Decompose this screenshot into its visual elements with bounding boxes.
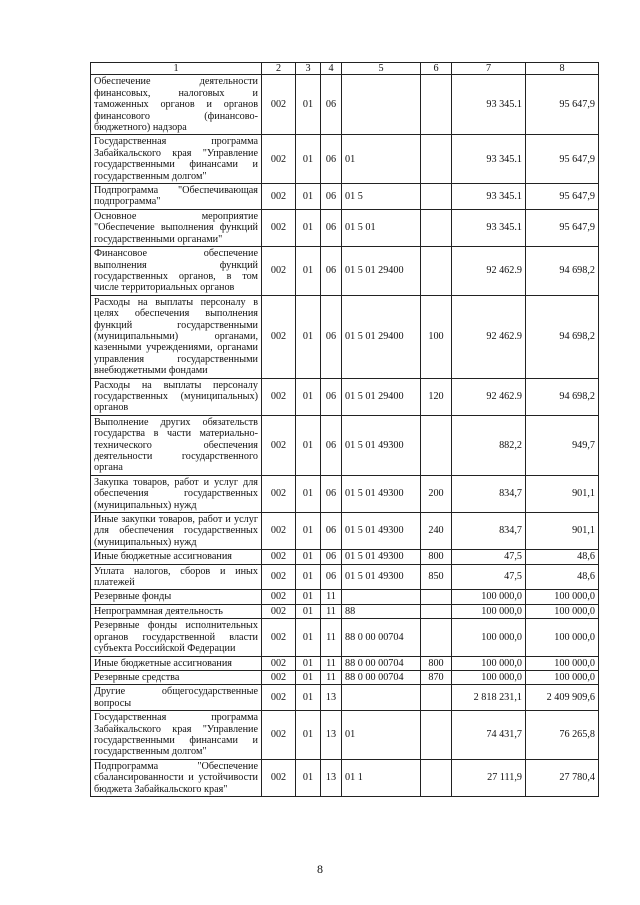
row-value-cell: 240 bbox=[421, 513, 452, 550]
row-value-cell: 01 bbox=[296, 685, 321, 711]
table-row bbox=[91, 75, 599, 135]
table-row bbox=[91, 590, 599, 604]
row-name-cell: Основное мероприятие "Обеспечение выполнения функций государственными органами" bbox=[91, 209, 262, 246]
row-value-cell: 834,7 bbox=[452, 513, 526, 550]
row-value-cell: 92 462.9 bbox=[452, 295, 526, 378]
row-name-cell: Иные закупки товаров, работ и услуг для обеспечения государственных (муниципальных) нужд bbox=[91, 513, 262, 550]
row-value-cell: 100 000,0 bbox=[526, 590, 599, 604]
row-value-cell: 002 bbox=[262, 184, 296, 210]
row-value-cell: 06 bbox=[321, 513, 342, 550]
table-row bbox=[91, 247, 599, 296]
row-value-cell: 002 bbox=[262, 378, 296, 415]
row-value-cell: 2 818 231,1 bbox=[452, 685, 526, 711]
row-value-cell: 002 bbox=[262, 656, 296, 670]
table-row bbox=[91, 184, 599, 210]
row-value-cell: 002 bbox=[262, 75, 296, 135]
header-cell: 7 bbox=[452, 63, 526, 75]
table-row bbox=[91, 670, 599, 684]
header-cell: 8 bbox=[526, 63, 599, 75]
row-value-cell bbox=[421, 590, 452, 604]
row-value-cell: 100 000,0 bbox=[452, 619, 526, 656]
row-value-cell: 01 bbox=[296, 75, 321, 135]
row-value-cell: 01 5 01 49300 bbox=[342, 550, 421, 564]
row-value-cell: 48,6 bbox=[526, 550, 599, 564]
row-value-cell: 100 000,0 bbox=[452, 604, 526, 618]
header-cell: 2 bbox=[262, 63, 296, 75]
row-value-cell: 06 bbox=[321, 415, 342, 475]
row-value-cell: 01 5 01 bbox=[342, 209, 421, 246]
row-value-cell: 100 000,0 bbox=[452, 670, 526, 684]
row-value-cell bbox=[421, 247, 452, 296]
row-value-cell: 06 bbox=[321, 135, 342, 184]
row-value-cell: 002 bbox=[262, 685, 296, 711]
row-value-cell: 11 bbox=[321, 656, 342, 670]
row-value-cell: 01 bbox=[296, 619, 321, 656]
row-value-cell: 002 bbox=[262, 564, 296, 590]
table-row bbox=[91, 135, 599, 184]
table-row bbox=[91, 656, 599, 670]
row-name-cell: Государственная программа Забайкальского края "Управление государственными финансами и государственным долгом" bbox=[91, 711, 262, 760]
row-value-cell: 01 1 bbox=[342, 759, 421, 796]
row-value-cell: 95 647,9 bbox=[526, 75, 599, 135]
row-name-cell: Выполнение других обязательств государства в части материально-технического обеспечения деятельности государственного органа bbox=[91, 415, 262, 475]
header-cell: 3 bbox=[296, 63, 321, 75]
table-row bbox=[91, 475, 599, 512]
row-value-cell: 47,5 bbox=[452, 550, 526, 564]
row-value-cell: 88 bbox=[342, 604, 421, 618]
row-value-cell: 95 647,9 bbox=[526, 184, 599, 210]
row-value-cell: 100 bbox=[421, 295, 452, 378]
row-value-cell: 01 bbox=[296, 135, 321, 184]
row-value-cell: 100 000,0 bbox=[526, 604, 599, 618]
row-value-cell: 2 409 909,6 bbox=[526, 685, 599, 711]
row-value-cell: 01 bbox=[342, 135, 421, 184]
row-value-cell: 01 bbox=[342, 711, 421, 760]
table-row bbox=[91, 604, 599, 618]
table-row bbox=[91, 295, 599, 378]
row-value-cell: 27 780,4 bbox=[526, 759, 599, 796]
row-value-cell: 01 5 01 29400 bbox=[342, 295, 421, 378]
row-value-cell bbox=[421, 184, 452, 210]
row-value-cell: 01 5 01 29400 bbox=[342, 378, 421, 415]
row-value-cell: 06 bbox=[321, 550, 342, 564]
row-value-cell: 01 5 bbox=[342, 184, 421, 210]
row-name-cell: Обеспечение деятельности финансовых, налоговых и таможенных органов и органов финансового (финансово-бюджетного) надзора bbox=[91, 75, 262, 135]
row-value-cell: 06 bbox=[321, 184, 342, 210]
row-value-cell: 01 5 01 49300 bbox=[342, 513, 421, 550]
row-value-cell: 901,1 bbox=[526, 513, 599, 550]
row-value-cell: 06 bbox=[321, 295, 342, 378]
row-value-cell: 800 bbox=[421, 656, 452, 670]
row-value-cell: 92 462.9 bbox=[452, 378, 526, 415]
row-value-cell: 95 647,9 bbox=[526, 135, 599, 184]
row-name-cell: Резервные фонды bbox=[91, 590, 262, 604]
row-value-cell: 13 bbox=[321, 685, 342, 711]
row-value-cell: 100 000,0 bbox=[526, 656, 599, 670]
row-value-cell: 002 bbox=[262, 711, 296, 760]
row-value-cell bbox=[421, 75, 452, 135]
row-value-cell: 47,5 bbox=[452, 564, 526, 590]
row-name-cell: Закупка товаров, работ и услуг для обеспечения государственных (муниципальных) нужд bbox=[91, 475, 262, 512]
row-value-cell: 01 5 01 49300 bbox=[342, 564, 421, 590]
row-value-cell: 06 bbox=[321, 75, 342, 135]
row-name-cell: Резервные фонды исполнительных органов государственной власти субъекта Российской Федерации bbox=[91, 619, 262, 656]
row-value-cell: 01 bbox=[296, 209, 321, 246]
table-row bbox=[91, 711, 599, 760]
row-value-cell bbox=[342, 685, 421, 711]
row-value-cell: 002 bbox=[262, 513, 296, 550]
row-value-cell: 74 431,7 bbox=[452, 711, 526, 760]
table-row bbox=[91, 209, 599, 246]
row-value-cell: 94 698,2 bbox=[526, 378, 599, 415]
row-value-cell: 06 bbox=[321, 475, 342, 512]
table-row bbox=[91, 513, 599, 550]
row-value-cell: 01 bbox=[296, 415, 321, 475]
row-value-cell: 93 345.1 bbox=[452, 75, 526, 135]
row-value-cell: 76 265,8 bbox=[526, 711, 599, 760]
row-value-cell: 11 bbox=[321, 670, 342, 684]
row-value-cell: 800 bbox=[421, 550, 452, 564]
row-name-cell: Расходы на выплаты персоналу в целях обеспечения выполнения функций государственными (муниципальными) органами, казенными учреждениями, органами управления государственными внебюджетными фондами bbox=[91, 295, 262, 378]
row-value-cell: 01 5 01 49300 bbox=[342, 475, 421, 512]
row-value-cell bbox=[421, 759, 452, 796]
row-value-cell bbox=[421, 619, 452, 656]
row-name-cell: Государственная программа Забайкальского края "Управление государственными финансами и государственным долгом" bbox=[91, 135, 262, 184]
row-name-cell: Резервные средства bbox=[91, 670, 262, 684]
row-value-cell: 120 bbox=[421, 378, 452, 415]
table-row bbox=[91, 378, 599, 415]
row-value-cell: 01 bbox=[296, 550, 321, 564]
table-row bbox=[91, 415, 599, 475]
row-value-cell: 01 bbox=[296, 711, 321, 760]
row-value-cell: 002 bbox=[262, 670, 296, 684]
row-value-cell: 11 bbox=[321, 604, 342, 618]
row-value-cell: 100 000,0 bbox=[526, 670, 599, 684]
row-value-cell: 01 bbox=[296, 247, 321, 296]
row-value-cell: 93 345.1 bbox=[452, 209, 526, 246]
table-row bbox=[91, 550, 599, 564]
row-value-cell: 06 bbox=[321, 378, 342, 415]
row-value-cell: 834,7 bbox=[452, 475, 526, 512]
row-value-cell bbox=[421, 135, 452, 184]
header-row bbox=[91, 63, 599, 75]
row-name-cell: Подпрограмма "Обеспечивающая подпрограмма" bbox=[91, 184, 262, 210]
row-value-cell: 11 bbox=[321, 590, 342, 604]
row-value-cell: 48,6 bbox=[526, 564, 599, 590]
row-value-cell: 002 bbox=[262, 619, 296, 656]
row-value-cell: 002 bbox=[262, 247, 296, 296]
row-value-cell: 95 647,9 bbox=[526, 209, 599, 246]
budget-table bbox=[90, 62, 599, 797]
row-value-cell: 100 000,0 bbox=[526, 619, 599, 656]
row-value-cell bbox=[421, 604, 452, 618]
row-value-cell: 002 bbox=[262, 759, 296, 796]
row-value-cell: 002 bbox=[262, 135, 296, 184]
row-name-cell: Другие общегосударственные вопросы bbox=[91, 685, 262, 711]
row-value-cell: 11 bbox=[321, 619, 342, 656]
row-value-cell: 949,7 bbox=[526, 415, 599, 475]
row-value-cell: 002 bbox=[262, 415, 296, 475]
row-value-cell: 01 bbox=[296, 759, 321, 796]
row-value-cell: 01 bbox=[296, 604, 321, 618]
table-row bbox=[91, 759, 599, 796]
row-value-cell bbox=[342, 75, 421, 135]
row-value-cell: 88 0 00 00704 bbox=[342, 670, 421, 684]
header-cell: 6 bbox=[421, 63, 452, 75]
row-value-cell: 94 698,2 bbox=[526, 247, 599, 296]
row-value-cell: 01 bbox=[296, 513, 321, 550]
row-value-cell: 100 000,0 bbox=[452, 656, 526, 670]
row-value-cell: 13 bbox=[321, 711, 342, 760]
header-cell: 4 bbox=[321, 63, 342, 75]
table-row bbox=[91, 564, 599, 590]
row-value-cell: 901,1 bbox=[526, 475, 599, 512]
table-row bbox=[91, 619, 599, 656]
row-value-cell: 06 bbox=[321, 247, 342, 296]
row-name-cell: Подпрограмма "Обеспечение сбалансированности и устойчивости бюджета Забайкальского края" bbox=[91, 759, 262, 796]
row-value-cell: 06 bbox=[321, 564, 342, 590]
row-value-cell: 850 bbox=[421, 564, 452, 590]
header-cell: 1 bbox=[91, 63, 262, 75]
header-cell: 5 bbox=[342, 63, 421, 75]
row-value-cell bbox=[421, 685, 452, 711]
row-value-cell: 92 462.9 bbox=[452, 247, 526, 296]
row-value-cell: 882,2 bbox=[452, 415, 526, 475]
row-name-cell: Уплата налогов, сборов и иных платежей bbox=[91, 564, 262, 590]
page-number: 8 bbox=[317, 862, 323, 876]
row-value-cell: 01 bbox=[296, 378, 321, 415]
row-value-cell: 94 698,2 bbox=[526, 295, 599, 378]
row-value-cell: 01 bbox=[296, 590, 321, 604]
row-value-cell bbox=[421, 209, 452, 246]
row-value-cell bbox=[421, 415, 452, 475]
row-value-cell: 002 bbox=[262, 475, 296, 512]
row-value-cell: 01 bbox=[296, 656, 321, 670]
row-value-cell: 002 bbox=[262, 209, 296, 246]
row-value-cell: 002 bbox=[262, 590, 296, 604]
row-value-cell: 06 bbox=[321, 209, 342, 246]
row-value-cell: 93 345.1 bbox=[452, 184, 526, 210]
row-value-cell: 100 000,0 bbox=[452, 590, 526, 604]
row-value-cell: 002 bbox=[262, 550, 296, 564]
row-value-cell: 01 bbox=[296, 670, 321, 684]
row-value-cell: 93 345.1 bbox=[452, 135, 526, 184]
row-name-cell: Расходы на выплаты персоналу государственных (муниципальных) органов bbox=[91, 378, 262, 415]
row-value-cell: 002 bbox=[262, 295, 296, 378]
row-name-cell: Непрограммная деятельность bbox=[91, 604, 262, 618]
row-value-cell: 88 0 00 00704 bbox=[342, 619, 421, 656]
row-value-cell: 870 bbox=[421, 670, 452, 684]
row-name-cell: Финансовое обеспечение выполнения функций государственных органов, в том числе территориальных органов bbox=[91, 247, 262, 296]
row-value-cell bbox=[421, 711, 452, 760]
row-value-cell: 27 111,9 bbox=[452, 759, 526, 796]
row-value-cell: 01 bbox=[296, 295, 321, 378]
row-value-cell: 01 5 01 49300 bbox=[342, 415, 421, 475]
row-value-cell: 01 bbox=[296, 475, 321, 512]
row-value-cell: 01 5 01 29400 bbox=[342, 247, 421, 296]
row-value-cell: 01 bbox=[296, 184, 321, 210]
row-name-cell: Иные бюджетные ассигнования bbox=[91, 656, 262, 670]
row-value-cell: 13 bbox=[321, 759, 342, 796]
table-row bbox=[91, 685, 599, 711]
row-value-cell: 200 bbox=[421, 475, 452, 512]
row-value-cell: 002 bbox=[262, 604, 296, 618]
row-value-cell: 88 0 00 00704 bbox=[342, 656, 421, 670]
row-value-cell: 01 bbox=[296, 564, 321, 590]
row-value-cell bbox=[342, 590, 421, 604]
row-name-cell: Иные бюджетные ассигнования bbox=[91, 550, 262, 564]
